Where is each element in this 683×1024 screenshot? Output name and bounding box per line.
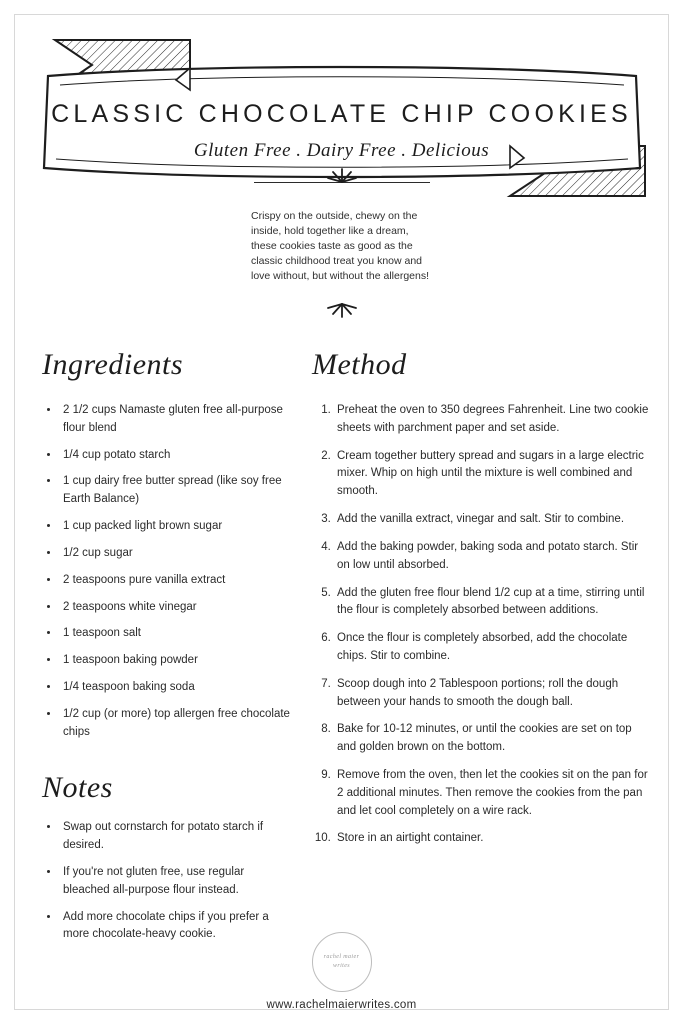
list-item: 1. Preheat the oven to 350 degrees Fahrenheit. Line two cookie sheets with parchment paper and set aside. <box>334 402 652 438</box>
ornament-bottom <box>0 298 683 325</box>
list-item: • 1 teaspoon salt <box>60 625 290 643</box>
list-item: • 1/2 cup sugar <box>60 545 290 563</box>
starburst-icon <box>325 298 359 320</box>
recipe-title: CLASSIC CHOCOLATE CHIP COOKIES <box>51 100 632 128</box>
list-item: • 1 cup packed light brown sugar <box>60 518 290 536</box>
website-url[interactable]: www.rachelmaierwrites.com <box>266 999 417 1011</box>
logo-line-2: writes <box>332 963 351 969</box>
left-column <box>42 348 290 953</box>
list-item: 5. Add the gluten free flour blend 1/2 cup at a time, stirring until the flour is completely absorbed between additions. <box>334 585 652 621</box>
list-item: • 1 teaspoon baking powder <box>60 652 290 670</box>
list-item: • 2 teaspoons pure vanilla extract <box>60 572 290 590</box>
list-item: 9. Remove from the oven, then let the cookies sit on the pan for 2 additional minutes. Then remove the cookies from the pan and let cool completely on a wire rack. <box>334 767 652 820</box>
list-item: • 2 teaspoons white vinegar <box>60 599 290 617</box>
list-item: • Swap out cornstarch for potato starch if desired. <box>60 819 290 855</box>
notes-list <box>42 819 290 944</box>
list-item: 7. Scoop dough into 2 Tablespoon portions; roll the dough between your hands to smooth the dough ball. <box>334 676 652 712</box>
list-item: • 1/4 teaspoon baking soda <box>60 679 290 697</box>
starburst-icon <box>325 166 359 188</box>
right-column <box>312 348 652 858</box>
intro-paragraph: Crispy on the outside, chewy on the inside, hold together like a dream, these cookies taste as good as the classic childhood treat you know and love without, but without the allergens! <box>251 210 430 282</box>
method-list <box>312 402 652 848</box>
list-item: • 1/2 cup (or more) top allergen free chocolate chips <box>60 706 290 742</box>
list-item: • 1 cup dairy free butter spread (like soy free Earth Balance) <box>60 473 290 509</box>
list-item: • Add more chocolate chips if you prefer a more chocolate-heavy cookie. <box>60 909 290 945</box>
list-item: 3. Add the vanilla extract, vinegar and salt. Stir to combine. <box>334 511 652 529</box>
logo-line-1: rachel maier <box>323 954 360 960</box>
list-item: • If you're not gluten free, use regular bleached all-purpose flour instead. <box>60 864 290 900</box>
ingredients-heading: Ingredients <box>42 348 184 381</box>
notes-heading: Notes <box>42 771 113 805</box>
ornament-top <box>0 176 683 194</box>
list-item: • 2 1/2 cups Namaste gluten free all-purpose flour blend <box>60 402 290 438</box>
method-heading: Method <box>312 348 407 381</box>
list-item: 4. Add the baking powder, baking soda and potato starch. Stir on low until absorbed. <box>334 539 652 575</box>
brand-logo <box>312 932 372 992</box>
list-item: 10. Store in an airtight container. <box>334 830 652 848</box>
list-item: 2. Cream together buttery spread and sugars in a large electric mixer. Whip on high until the mixture is well combined and smooth. <box>334 448 652 501</box>
list-item: • 1/4 cup potato starch <box>60 447 290 465</box>
list-item: 6. Once the flour is completely absorbed, add the chocolate chips. Stir to combine. <box>334 630 652 666</box>
recipe-subtitle: Gluten Free . Dairy Free . Delicious <box>193 140 490 161</box>
list-item: 8. Bake for 10-12 minutes, or until the cookies are set on top and golden brown on the bottom. <box>334 721 652 757</box>
ingredients-list <box>42 402 290 741</box>
